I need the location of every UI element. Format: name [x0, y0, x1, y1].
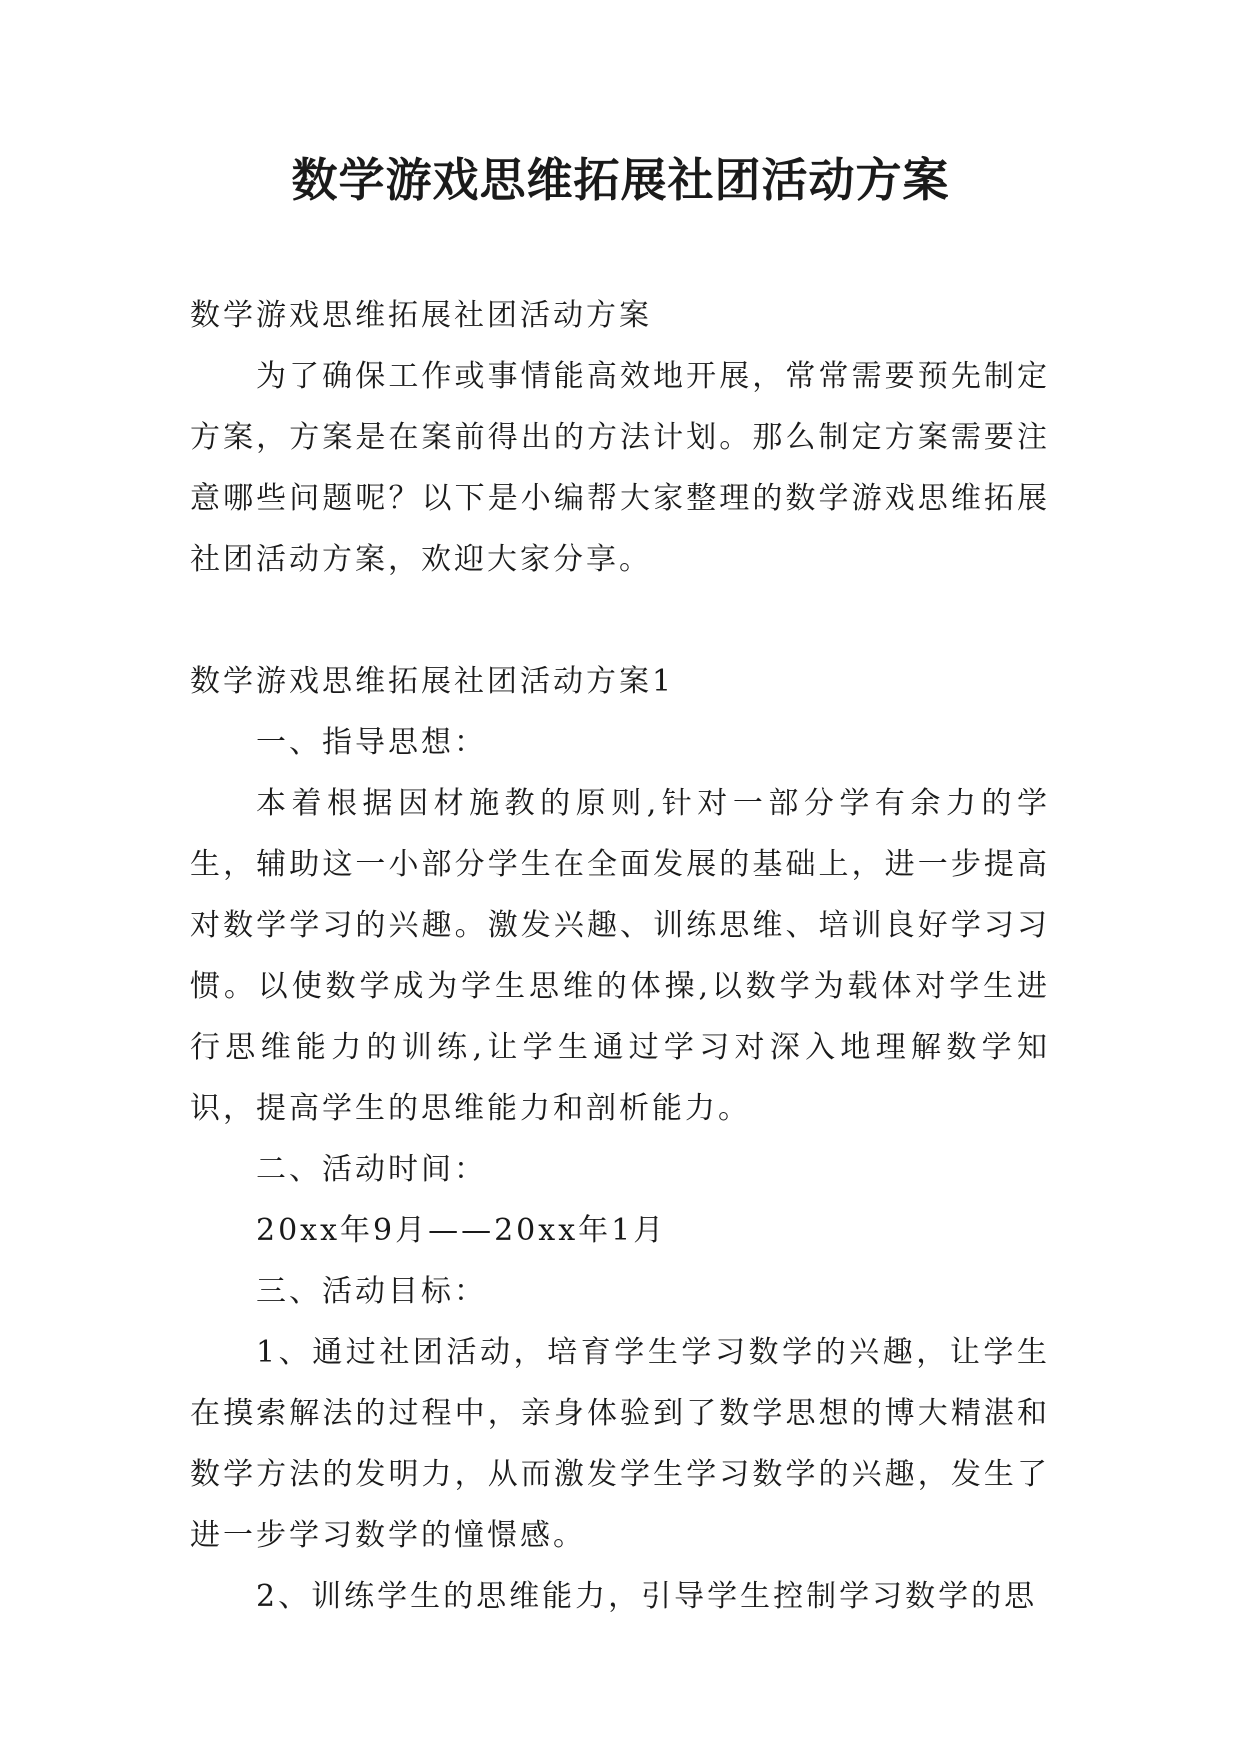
document-title: 数学游戏思维拓展社团活动方案 [291, 153, 950, 207]
subtitle-paragraph: 数学游戏思维拓展社团活动方案 [190, 298, 652, 333]
goal-item-2: 2、训练学生的思维能力，引导学生控制学习数学的思 [256, 1579, 1038, 1614]
activity-time-paragraph: 20xx年9月——20xx年1月 [256, 1213, 667, 1248]
heading-guiding-thought: 一、指导思想： [256, 725, 487, 760]
guiding-thought-paragraph: 本着根据因材施教的原则,针对一部分学有余力的学生，辅助这一小部分学生在全面发展的基础上，进一步提高对数学学习的兴趣。激发兴趣、训练思维、培训良好学习习惯。以使数学成为学生思维的体操,以数学为载体对学生进行思维能力的训练,让学生通过学习对深入地理解数学知识，提高学生的思维能力和剖析能力。 [190, 786, 1050, 1126]
heading-activity-time: 二、活动时间： [256, 1152, 487, 1187]
section-heading: 数学游戏思维拓展社团活动方案1 [190, 664, 675, 699]
intro-paragraph: 为了确保工作或事情能高效地开展，常常需要预先制定方案，方案是在案前得出的方法计划。那么制定方案需要注意哪些问题呢？以下是小编帮大家整理的数学游戏思维拓展社团活动方案，欢迎大家分享。 [190, 359, 1050, 577]
paragraph-spacer [190, 590, 1050, 651]
document-body [190, 285, 1050, 1627]
goal-item-1: 1、通过社团活动，培育学生学习数学的兴趣，让学生在摸索解法的过程中，亲身体验到了数学思想的博大精湛和数学方法的发明力，从而激发学生学习数学的兴趣，发生了进一步学习数学的憧憬感。 [190, 1335, 1050, 1553]
heading-activity-goals: 三、活动目标： [256, 1274, 487, 1309]
